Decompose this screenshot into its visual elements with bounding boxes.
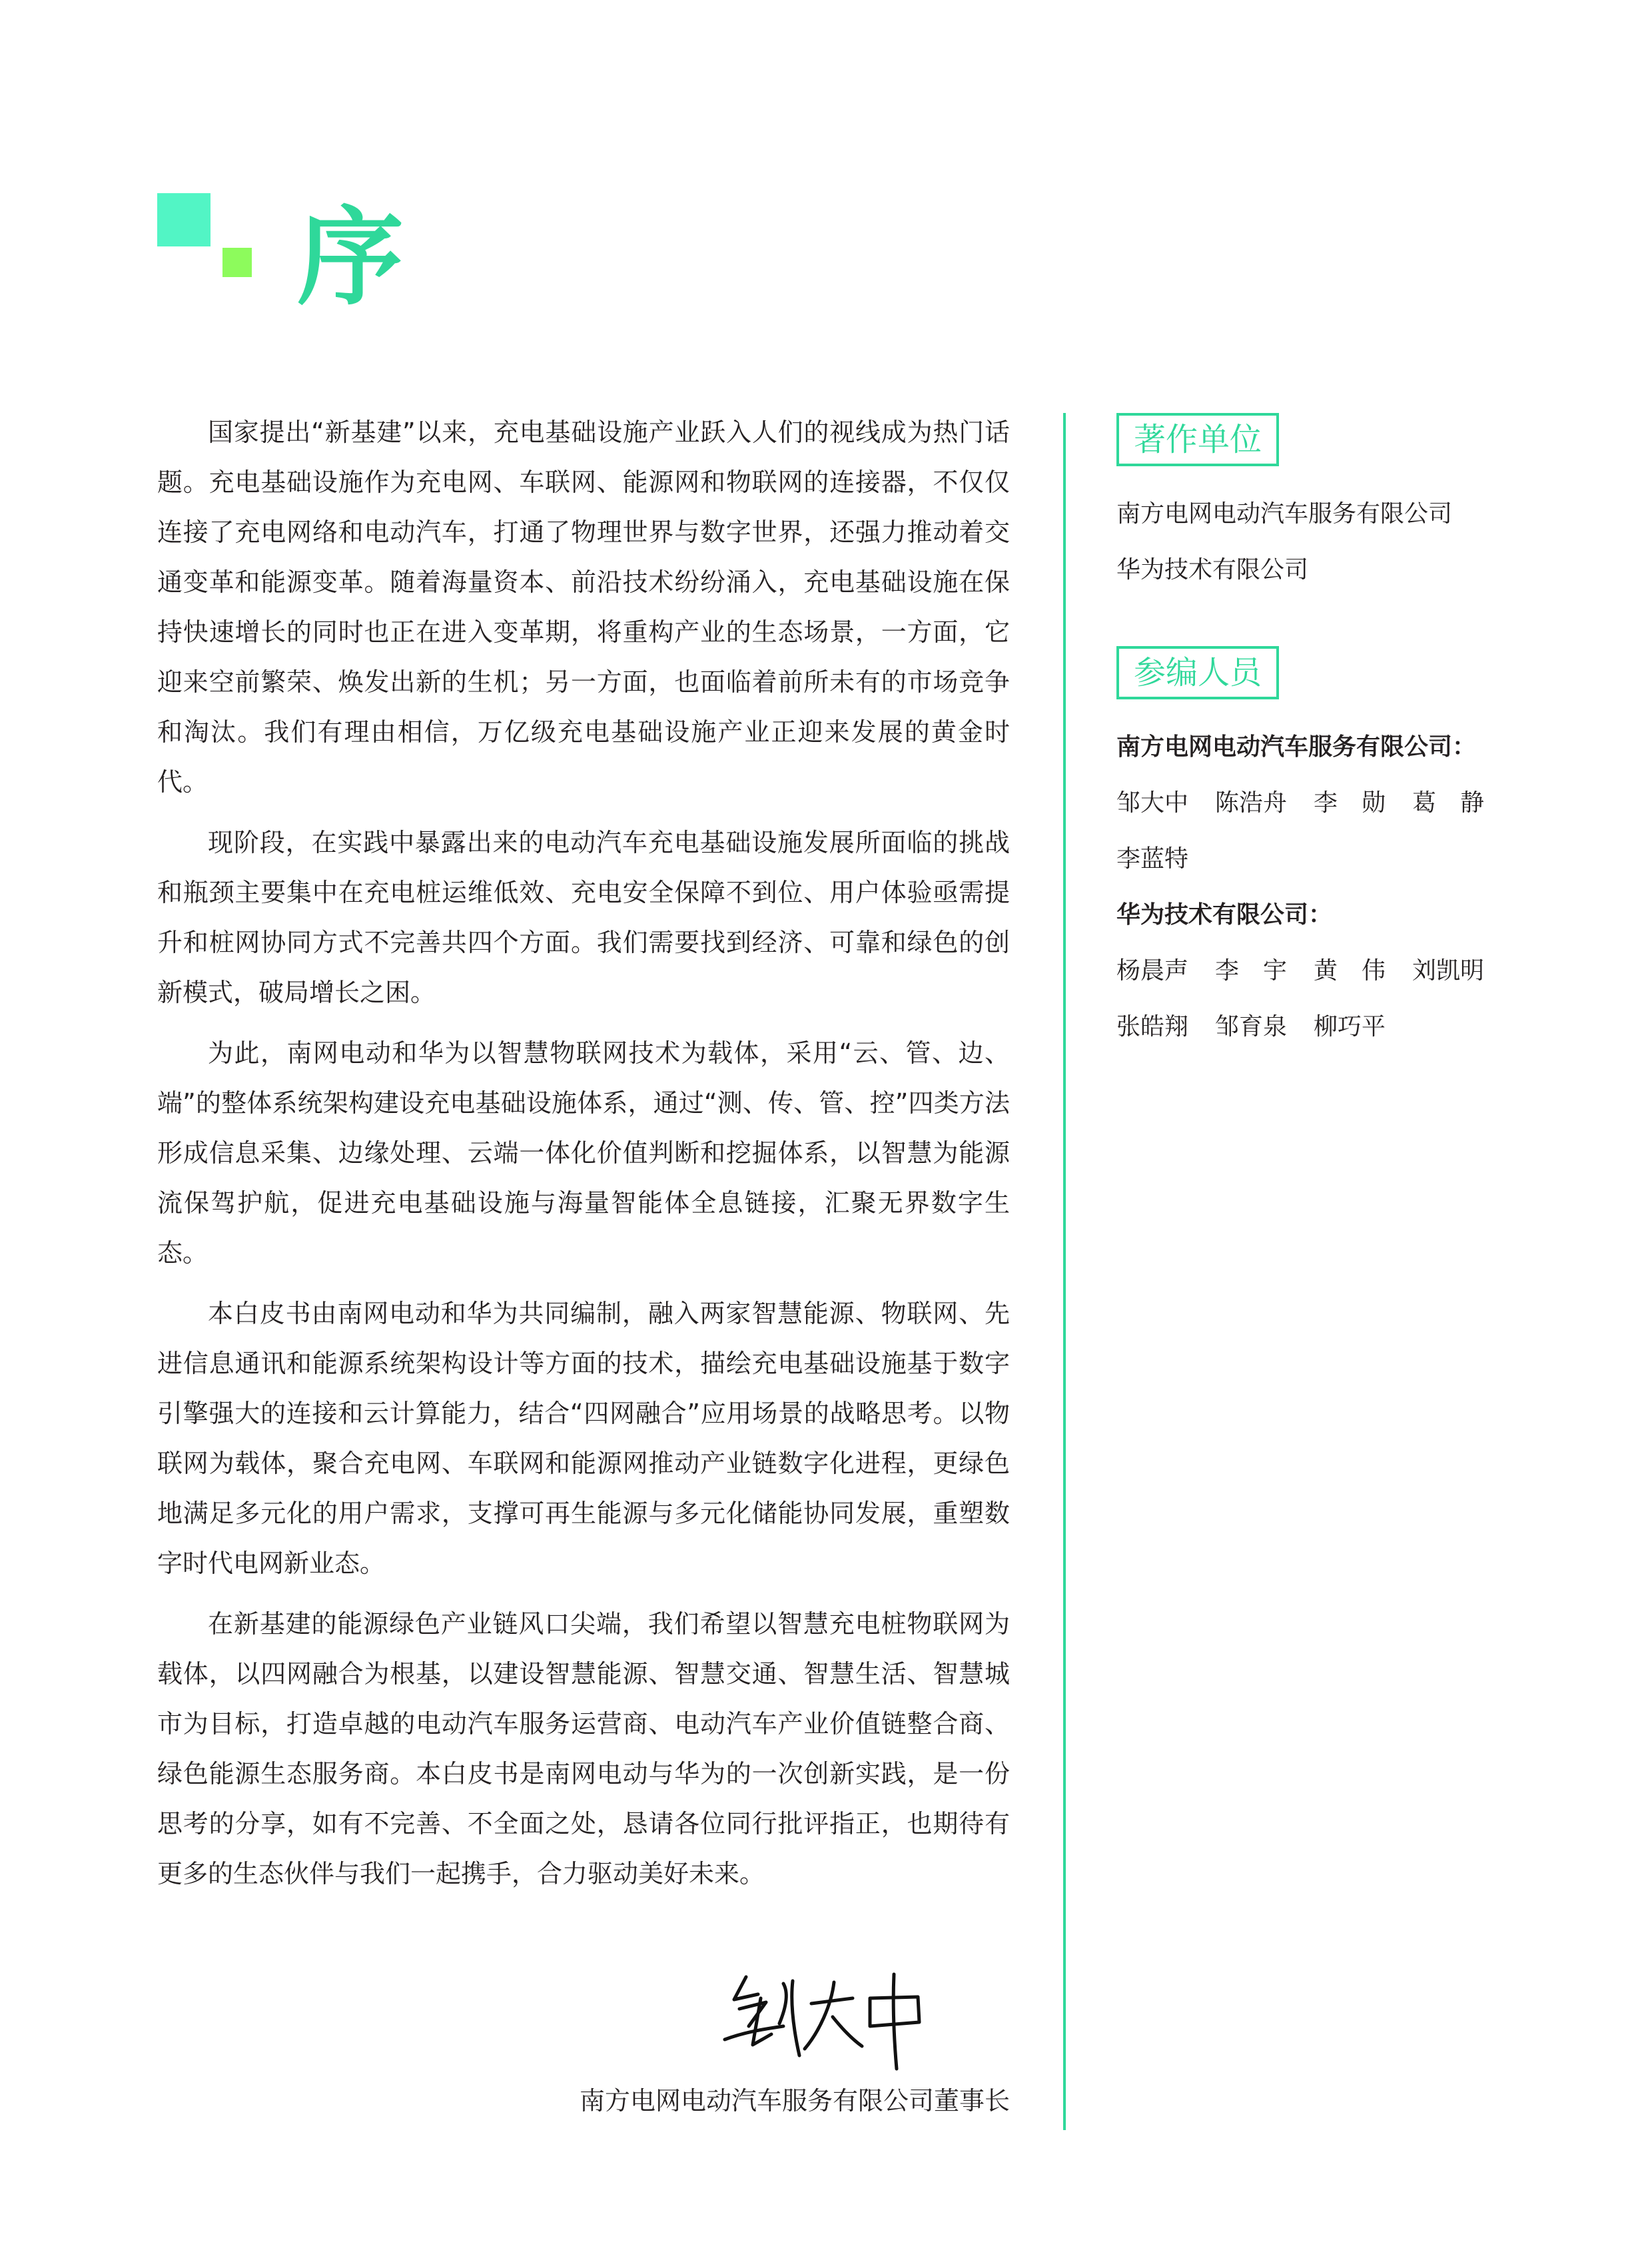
page-title: 序 <box>297 195 404 320</box>
editor-name: 陈浩舟 <box>1215 789 1288 817</box>
editor-name: 葛 静 <box>1412 789 1485 817</box>
author-org: 华为技术有限公司 <box>1116 556 1309 583</box>
paragraph: 为此，南网电动和华为以智慧物联网技术为载体，采用“云、管、边、端”的整体系统架构建设充电基础设施体系，通过“测、传、管、控”四类方法形成信息采集、边缘处理、云端一体化价值判断和挖掘体系，以智慧为能源流保驾护航，促进充电基础设施与海量智能体全息链接，汇聚无界数字生态。 <box>157 1038 1010 1268</box>
authors-tag: 著作单位 <box>1116 413 1279 466</box>
paragraph: 本白皮书由南网电动和华为共同编制，融入两家智慧能源、物联网、先进信息通讯和能源系统架构设计等方面的技术，描绘充电基础设施基于数字引擎强大的连接和云计算能力，结合“四网融合”应用场景的战略思考。以物联网为载体，聚合充电网、车联网和能源网推动产业链数字化进程，更绿色地满足多元化的用户需求，支撑可再生能源与多元化储能协同发展，重塑数字时代电网新业态。 <box>157 1299 1010 1578</box>
decorative-square-small <box>222 248 252 277</box>
editor-name: 李 勋 <box>1314 789 1386 817</box>
editor-name: 李 宇 <box>1215 957 1288 984</box>
editor-group-org: 华为技术有限公司： <box>1116 901 1333 929</box>
editor-name: 刘凯明 <box>1412 957 1485 984</box>
editor-name: 柳巧平 <box>1314 1013 1386 1040</box>
editor-name: 邹育泉 <box>1215 1013 1288 1040</box>
editor-names <box>1116 775 1516 887</box>
paragraph: 国家提出“新基建”以来，充电基础设施产业跃入人们的视线成为热门话题。充电基础设施作为充电网、车联网、能源网和物联网的连接器，不仅仅连接了充电网络和电动汽车，打通了物理世界与数字世界，还强力推动着交通变革和能源变革。随着海量资本、前沿技术纷纷涌入，充电基础设施在保持快速增长的同时也正在进入变革期，将重构产业的生态场景，一方面，它迎来空前繁荣、焕发出新的生机；另一方面，也面临着前所未有的市场竞争和淘汰。我们有理由相信，万亿级充电基础设施产业正迎来发展的黄金时代。 <box>157 418 1010 797</box>
divider-line <box>1063 413 1066 2130</box>
editor-group-org: 南方电网电动汽车服务有限公司： <box>1116 733 1477 761</box>
paragraph: 在新基建的能源绿色产业链风口尖端，我们希望以智慧充电桩物联网为载体，以四网融合为根基，以建设智慧能源、智慧交通、智慧生活、智慧城市为目标，打造卓越的电动汽车服务运营商、电动汽车产业价值链整合商、绿色能源生态服务商。本白皮书是南网电动与华为的一次创新实践，是一份思考的分享，如有不完善、不全面之处，恳请各位同行批评指正，也期待有更多的生态伙伴与我们一起携手，合力驱动美好未来。 <box>157 1609 1010 1888</box>
decorative-square-large <box>157 193 210 246</box>
editor-name: 黄 伟 <box>1314 957 1386 984</box>
editor-name: 邹大中 <box>1116 789 1189 817</box>
editor-names <box>1116 943 1516 1055</box>
preface-body <box>157 408 1010 1910</box>
signature-caption: 南方电网电动汽车服务有限公司董事长 <box>579 2086 1010 2115</box>
editor-name: 张皓翔 <box>1116 1013 1189 1040</box>
author-org: 南方电网电动汽车服务有限公司 <box>1116 500 1453 528</box>
handwritten-signature <box>719 1965 933 2071</box>
sidebar <box>1116 413 1516 1055</box>
editors-tag: 参编人员 <box>1116 646 1279 699</box>
editor-name: 杨晨声 <box>1116 957 1189 984</box>
editor-name: 李蓝特 <box>1116 845 1189 873</box>
paragraph: 现阶段，在实践中暴露出来的电动汽车充电基础设施发展所面临的挑战和瓶颈主要集中在充电桩运维低效、充电安全保障不到位、用户体验亟需提升和桩网协同方式不完善共四个方面。我们需要找到经济、可靠和绿色的创新模式，破局增长之困。 <box>157 828 1010 1007</box>
